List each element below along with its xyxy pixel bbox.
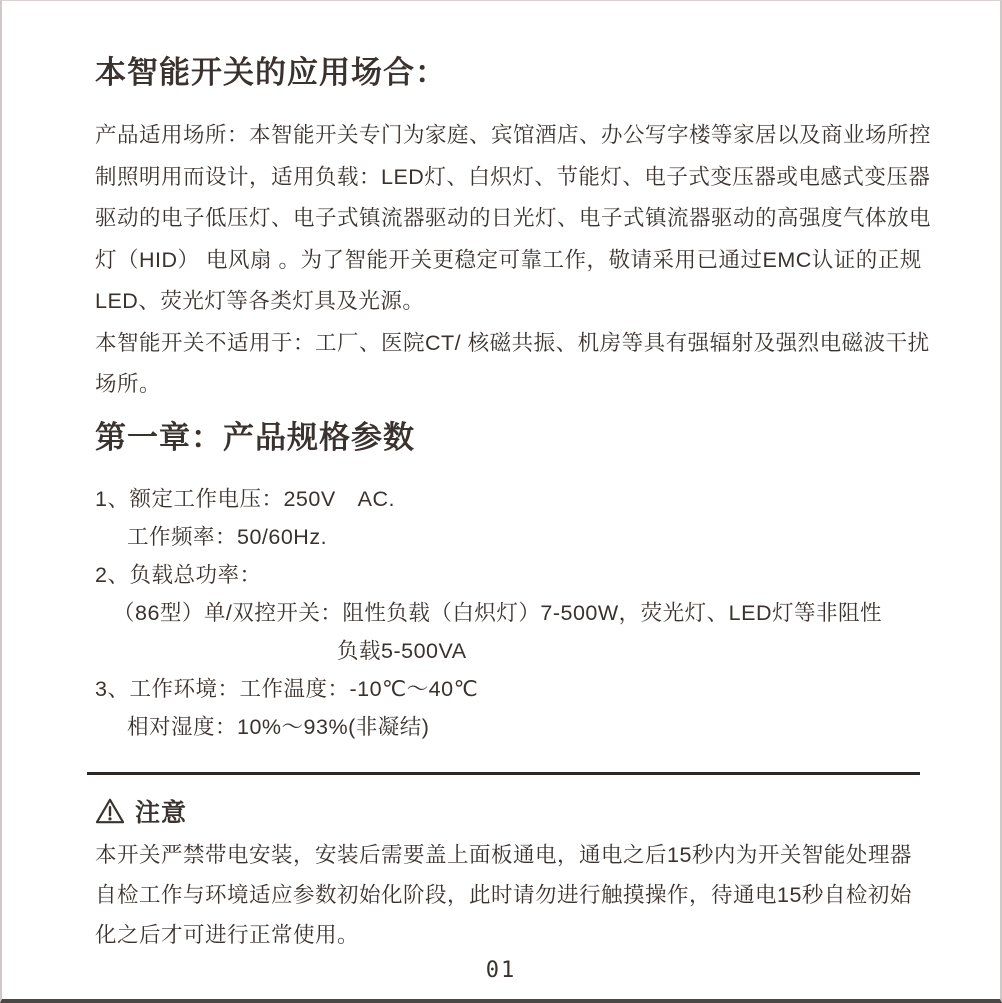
notice-text	[95, 835, 925, 955]
paragraph-line: 驱动的电子低压灯、电子式镇流器驱动的日光灯、电子式镇流器驱动的高强度气体放电	[95, 206, 932, 230]
application-paragraphs	[95, 115, 932, 406]
page-number: 01	[485, 958, 517, 983]
spec-item-voltage: 1、额定工作电压：250V AC.	[95, 486, 396, 511]
notice-line: 本开关严禁带电安装，安装后需要盖上面板通电，通电之后15秒内为开关智能处理器	[95, 842, 912, 867]
spec-item-load-detail-cont: 负载5-500VA	[337, 638, 467, 663]
spec-item-frequency: 工作频率：50/60Hz.	[127, 524, 328, 549]
notice-heading	[95, 793, 925, 829]
chapter-title: 第一章：产品规格参数	[95, 419, 415, 455]
paragraph-line: LED、荧光灯等各类灯具及光源。	[95, 289, 425, 313]
spec-item-load-power: 2、负载总功率：	[95, 562, 262, 587]
section-title: 本智能开关的应用场合：	[95, 55, 447, 90]
paragraph-line: 产品适用场所：本智能开关专门为家庭、宾馆酒店、办公写字楼等家居以及商业场所控	[95, 123, 932, 147]
spec-item-load-detail: （86型）单/双控开关：阻性负载（白炽灯）7-500W，荧光灯、LED灯等非阻性	[113, 600, 882, 625]
paragraph-line: 场所。	[95, 372, 162, 396]
paragraph-line: 制照明用而设计，适用负载：LED灯、白炽灯、节能灯、电子式变压器或电感式变压器	[95, 164, 931, 189]
section-divider	[87, 772, 920, 775]
paragraph-line: 本智能开关不适用于：工厂、医院CT/ 核磁共振、机房等具有强辐射及强烈电磁波干扰	[95, 330, 930, 355]
paragraph-line: 灯（HID） 电风扇 。为了智能开关更稳定可靠工作，敬请采用已通过EMC认证的正规	[95, 247, 922, 272]
notice-line: 自检工作与环境适应参数初始化阶段，此时请勿进行触摸操作，待通电15秒自检初始	[95, 882, 912, 907]
spec-item-environment: 3、工作环境：工作温度：-10℃～40℃	[95, 676, 479, 701]
notice-heading-label: 注意	[135, 798, 188, 827]
notice-line: 化之后才可进行正常使用。	[95, 922, 360, 947]
spec-list	[95, 480, 925, 746]
spec-item-humidity: 相对湿度：10%～93%(非凝结)	[127, 714, 430, 739]
warning-triangle-icon	[95, 797, 125, 825]
